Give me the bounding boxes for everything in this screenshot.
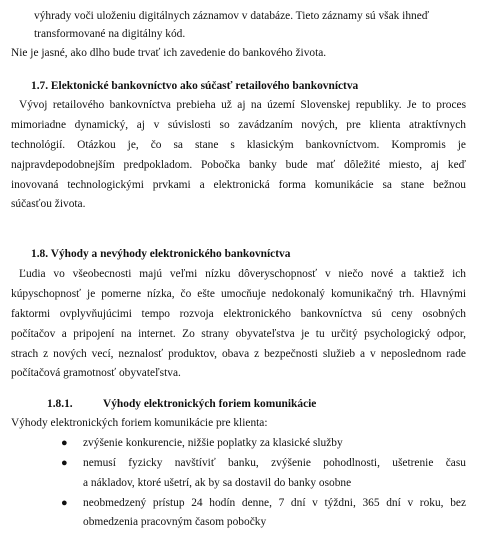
section-heading: 1.8. Výhody a nevýhody elektronického bankovníctva xyxy=(31,248,291,260)
list-item: neobmedzený prístup 24 hodín denne, 7 dní v týždni, 365 dní v roku, bez xyxy=(83,497,466,509)
paragraph-line: súčasťou života. xyxy=(11,198,86,210)
paragraph-line: transformované na digitálny kód. xyxy=(34,28,186,40)
paragraph-line: faktormi ovplyvňujúcimi tempo rozvoja elektronického bankovníctva sú ceny osobných xyxy=(11,308,466,320)
paragraph-line: strach z nových vecí, neznalosť produktov, obava z bezpečnosti služieb a v neposlednom rade xyxy=(11,348,466,360)
bullet-icon: ● xyxy=(61,457,68,469)
bullet-icon: ● xyxy=(61,497,68,509)
section-heading: 1.7. Elektonické bankovníctvo ako súčasť retailového bankovníctva xyxy=(31,80,359,92)
paragraph-line: Vývoj retailového bankovníctva prebieha už aj na území Slovenskej republiky. Je to proces xyxy=(19,99,466,111)
paragraph-line: Nie je jasné, ako dlho bude trvať ich zavedenie do bankového života. xyxy=(11,47,327,59)
subsection-number: 1.8.1. xyxy=(47,398,73,410)
paragraph-line: mimoriadne dynamický, aj v súvislosti so zavádzaním nových, pre klienta atraktívnych xyxy=(11,119,466,131)
list-item: zvýšenie konkurencie, nižšie poplatky za klasické služby xyxy=(83,437,343,449)
list-item-continuation: obmedzenia pracovným časom pobočky xyxy=(83,516,267,528)
paragraph-line: počítačov a pripojení na internet. Zo strany obyvateľstva je tu určitý psychologický odpor, xyxy=(11,328,466,340)
list-item: nemusí fyzicky navštíviť banku, zvýšenie pohodlnosti, ušetrenie času xyxy=(83,457,466,469)
paragraph-line: najpravdepodobnejším predpokladom. Pobočka banky bude mať dôležité miesto, aj keď xyxy=(11,159,466,171)
list-intro: Výhody elektronických foriem komunikácie pre klienta: xyxy=(11,417,268,429)
subsection-title: Výhody elektronických foriem komunikácie xyxy=(103,398,317,410)
bullet-icon: ● xyxy=(61,437,68,449)
list-item-continuation: a nákladov, ktoré ušetrí, ak by sa dostavil do banky osobne xyxy=(83,477,352,489)
paragraph-line: výhrady voči uloženiu digitálnych záznamov v databáze. Tieto záznamy sú však ihneď xyxy=(34,10,430,22)
paragraph-line: kúpyschopnosť je pomerne nízka, čo ešte umocňuje nedokonalý komunikačný trh. Hlavnými xyxy=(11,288,466,300)
paragraph-line: inovovaná technologickými prvkami a elektronická forma komunikácie sa stane bežnou xyxy=(11,179,466,191)
paragraph-line: technológií. Otázkou je, čo sa stane s klasickým bankovníctvom. Kompromis je xyxy=(11,139,466,151)
paragraph-line: počítačová gramotnosť obyvateľstva. xyxy=(11,367,181,379)
paragraph-line: Ľudia vo všeobecnosti majú veľmi nízku dôveryschopnosť v niečo nové a taktiež ich xyxy=(19,268,466,280)
